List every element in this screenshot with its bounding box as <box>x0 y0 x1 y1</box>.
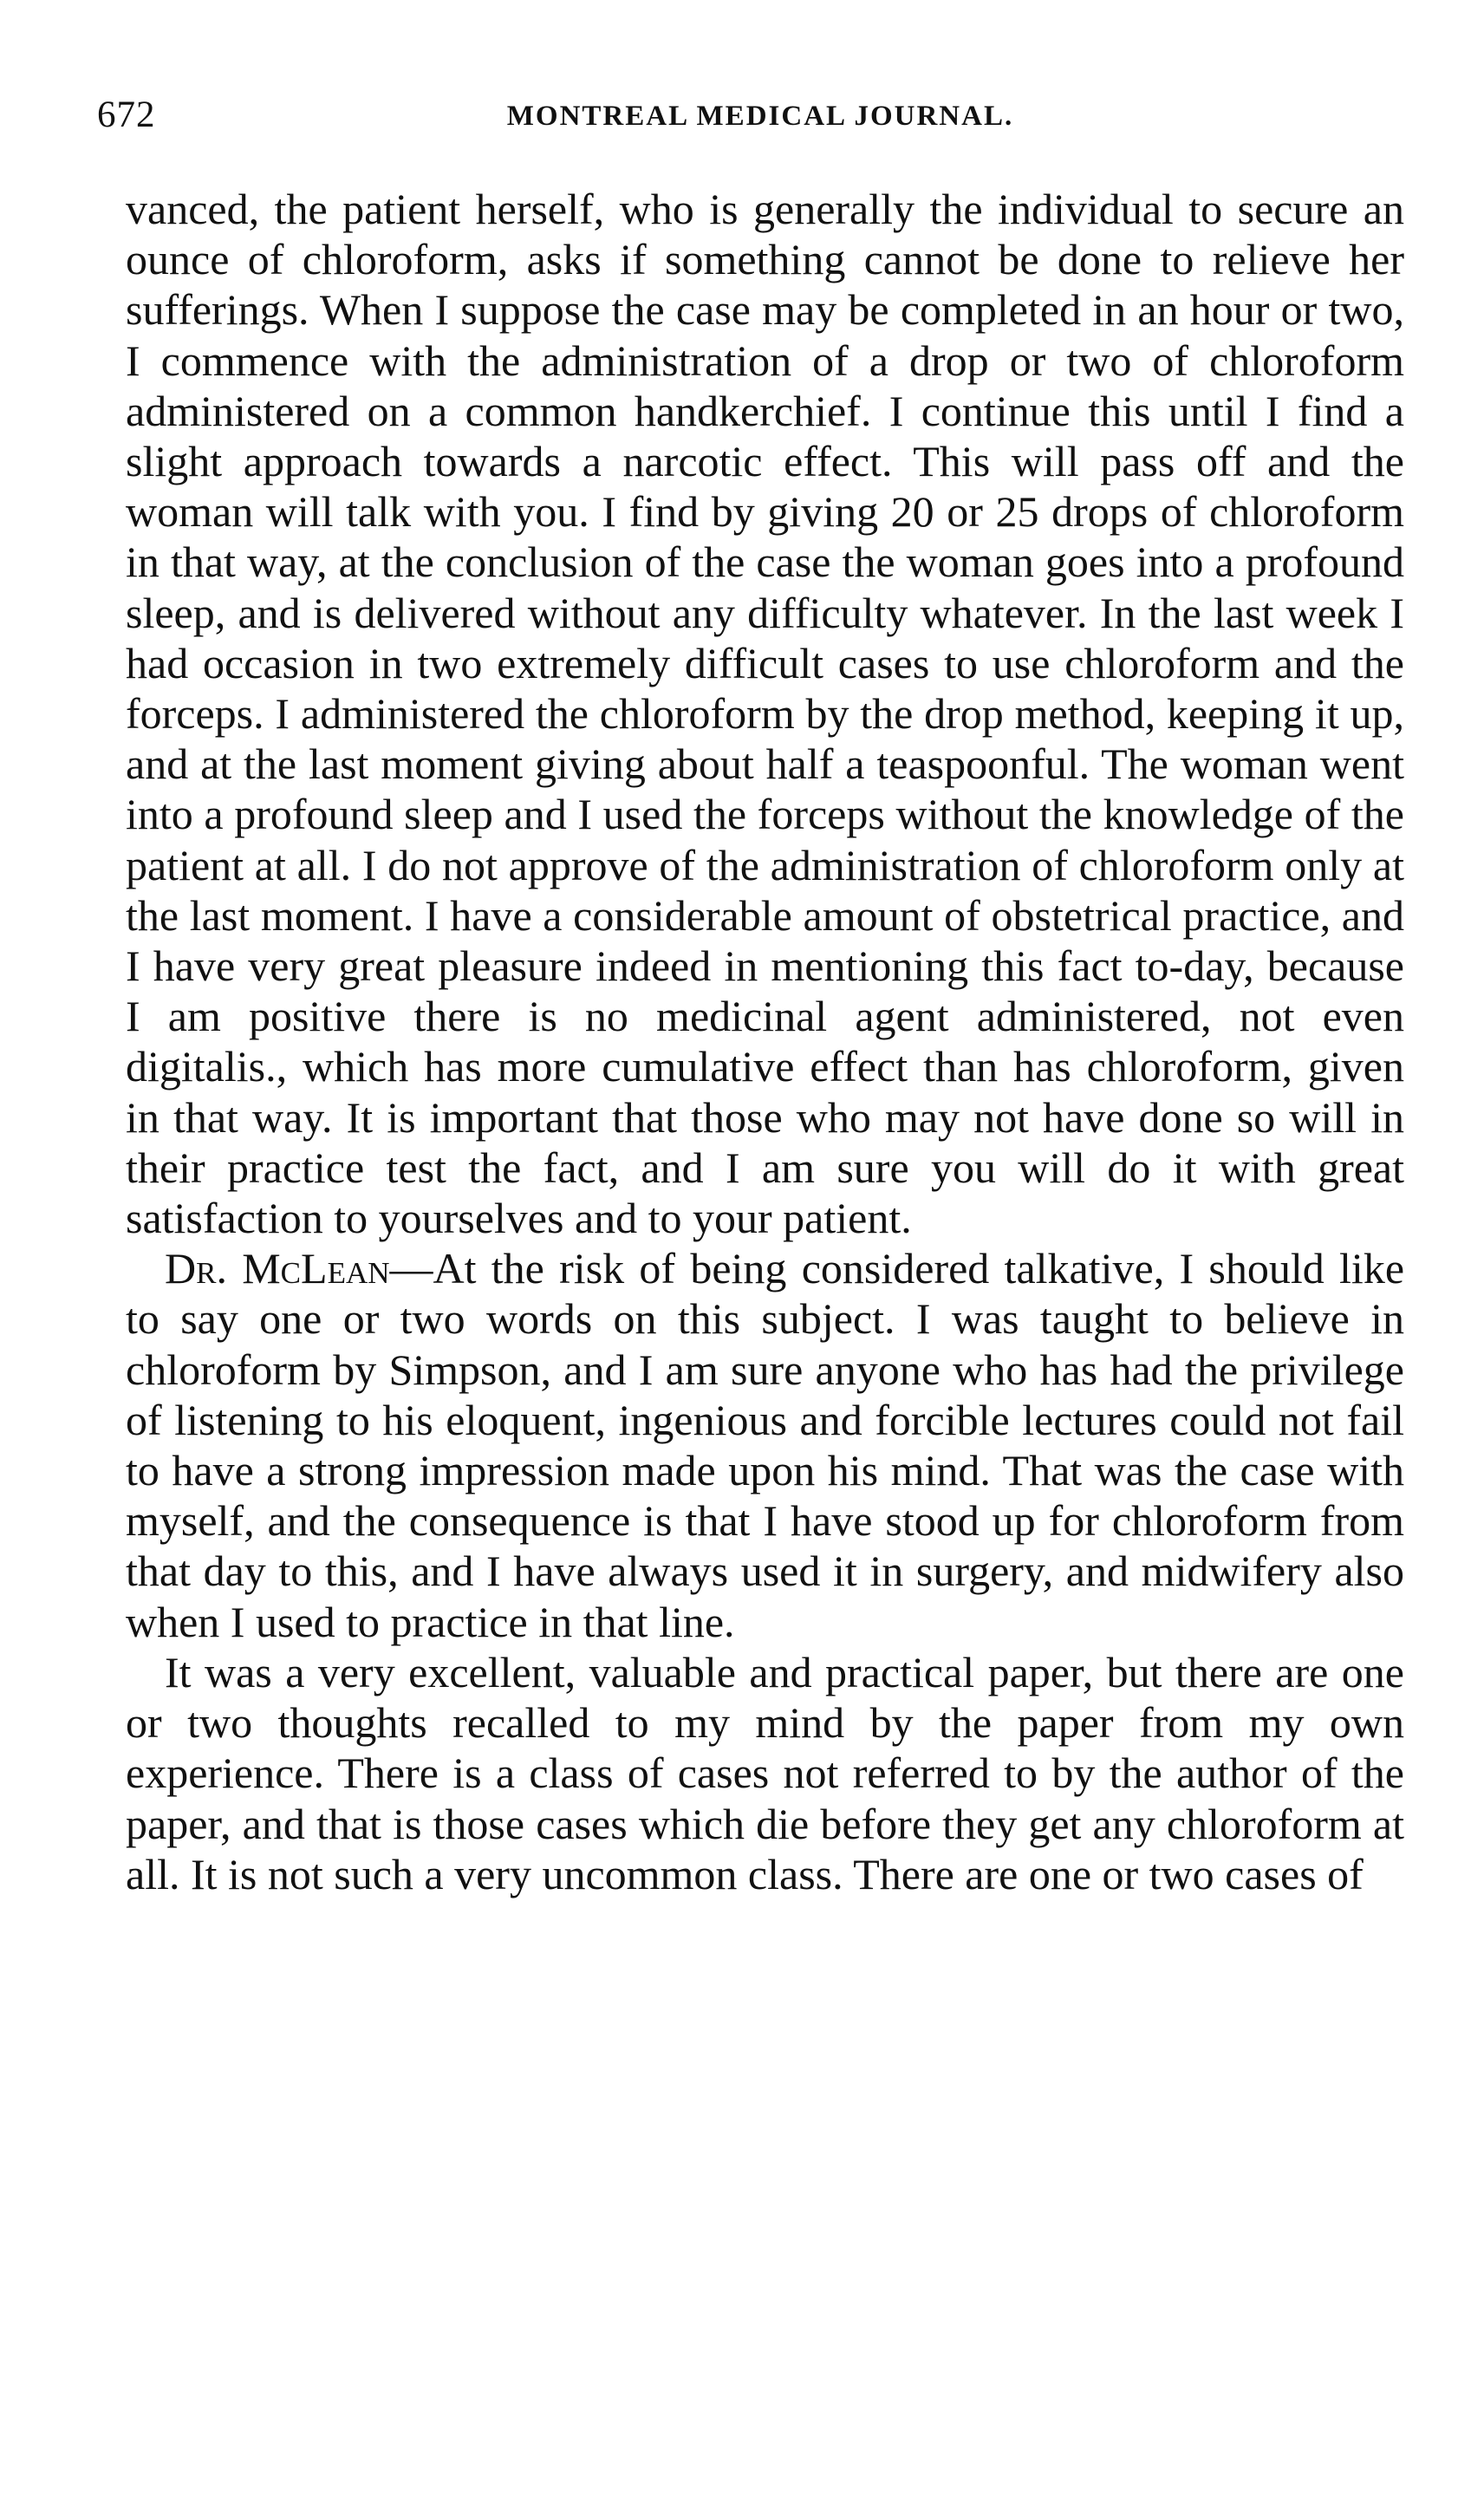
page-number: 672 <box>97 94 156 135</box>
paragraph-text: It was a very excellent, valuable and practical paper, but there are one or two thoughts recalled to my mind by the paper from my own experience. There is a class of cases not referred to by the author of the paper, and that is those cases which die before they get any chloroform at all. It is not such a very uncommon class. There are one or two cases of <box>126 1647 1404 1898</box>
paragraph-continued <box>126 184 1404 1243</box>
running-head <box>97 94 1423 146</box>
paragraph-text: —At the risk of being considered talkative, I should like to say one or two words on this subject. I was taught to believe in chloroform by Simpson, and I am sure anyone who has had the privilege of listening to his eloquent, ingenious and forcible lectures could not fail to have a strong impression made upon his mind. That was the case with myself, and the consequence is that I have stood up for chloroform from that day to this, and I have always used it in surgery, and midwifery also when I used to practice in that line. <box>126 1244 1405 1646</box>
paragraph-text: vanced, the patient herself, who is generally the individual to secure an ounce of chloroform, asks if something cannot be done to relieve her sufferings. When I suppose the case may be completed in an hour or two, I commence with the administration of a drop or two of chloroform administered on a common handkerchief. I continue this until I find a slight approach towards a narcotic effect. This will pass off and the woman will talk with you. I find by giving 20 or 25 drops of chloroform in that way, at the conclusion of the case the woman goes into a profound sleep, and is delivered without any difficulty whatever. In the last week I had occasion in two extremely difficult cases to use chloroform and the forceps. I administered the chloroform by the drop method, keeping it up, and at the last moment giving about half a teaspoonful. The woman went into a profound sleep and I used the forceps without the knowledge of the patient at all. I do not approve of the administration of chloroform only at the last moment. I have a considerable amount of obstetrical practice, and I have very great pleasure indeed in mentioning this fact to-day, because I am positive there is no medicinal agent administered, not even digitalis., which has more cumulative effect than has chloroform, given in that way. It is important that those who may not have done so will in their practice test the fact, and I am sure you will do it with great satisfaction to yourselves and to your patient. <box>126 185 1404 1243</box>
journal-title: MONTREAL MEDICAL JOURNAL. <box>506 101 1014 132</box>
article-body <box>126 184 1404 1899</box>
paragraph-remarks <box>126 1647 1404 1899</box>
speaker-name: Dr. McLean <box>165 1244 390 1293</box>
paragraph-dr-mclean <box>126 1243 1404 1647</box>
